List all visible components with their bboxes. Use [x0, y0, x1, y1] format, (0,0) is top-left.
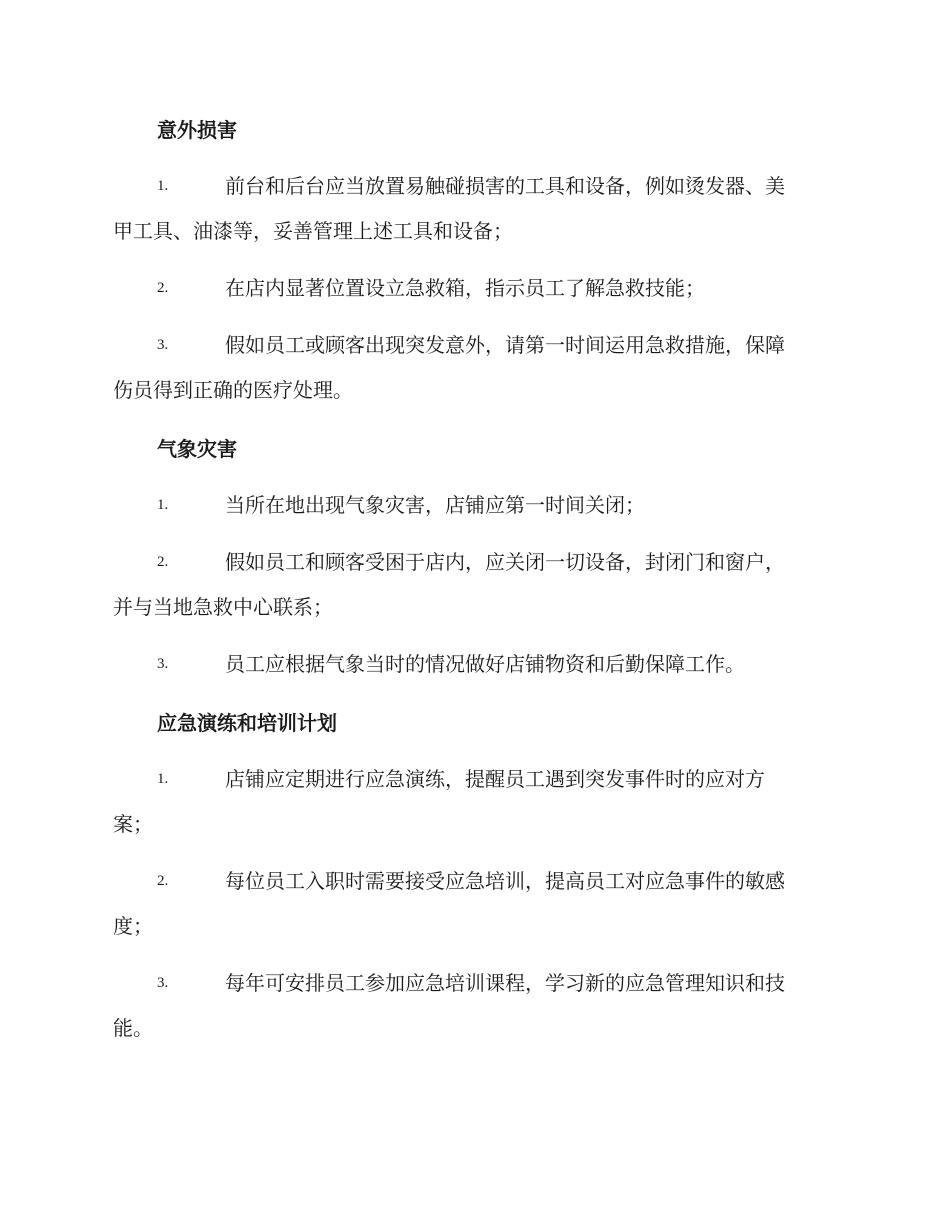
item-number: 3.: [157, 337, 169, 353]
item-text-line2: 伤员得到正确的医疗处理。: [113, 378, 353, 402]
list-item: [113, 540, 838, 630]
item-text-line1: 每年可安排员工参加应急培训课程，学习新的应急管理知识和技: [225, 971, 785, 995]
list-item: [113, 266, 838, 311]
list-item: [113, 164, 838, 254]
item-text-line2: 并与当地急救中心联系；: [113, 595, 333, 619]
item-text-line1: 员工应根据气象当时的情况做好店铺物资和后勤保障工作。: [225, 652, 745, 676]
item-text-line1: 店铺应定期进行应急演练，提醒员工遇到突发事件时的应对方: [225, 767, 765, 791]
item-text-line2: 甲工具、油漆等，妥善管理上述工具和设备；: [113, 219, 513, 243]
item-number: 2.: [157, 873, 169, 889]
section-heading-weather-disaster: 气象灾害: [157, 437, 237, 461]
list-item: [113, 642, 838, 687]
item-text-line1: 前台和后台应当放置易触碰损害的工具和设备，例如烫发器、美: [225, 174, 785, 198]
list-item: [113, 757, 838, 847]
list-item: [113, 961, 838, 1051]
item-number: 2.: [157, 280, 169, 296]
list-item: [113, 323, 838, 413]
item-number: 2.: [157, 554, 169, 570]
item-text-line1: 每位员工入职时需要接受应急培训，提高员工对应急事件的敏感: [225, 869, 785, 893]
list-item: [113, 483, 838, 528]
item-number: 1.: [157, 497, 169, 513]
item-number: 1.: [157, 771, 169, 787]
item-text-line2: 度；: [113, 914, 153, 938]
item-text-line1: 假如员工和顾客受困于店内，应关闭一切设备，封闭门和窗户，: [225, 550, 785, 574]
list-item: [113, 859, 838, 949]
section-heading-drill-training: 应急演练和培训计划: [157, 711, 337, 735]
item-text-line2: 能。: [113, 1016, 153, 1040]
item-text-line2: 案；: [113, 812, 153, 836]
item-text-line1: 当所在地出现气象灾害，店铺应第一时间关闭；: [225, 493, 645, 517]
item-number: 3.: [157, 975, 169, 991]
item-number: 1.: [157, 178, 169, 194]
item-number: 3.: [157, 656, 169, 672]
section-heading-accidental-injury: 意外损害: [157, 118, 237, 142]
item-text-line1: 假如员工或顾客出现突发意外，请第一时间运用急救措施，保障: [225, 333, 785, 357]
item-text-line1: 在店内显著位置设立急救箱，指示员工了解急救技能；: [225, 276, 705, 300]
